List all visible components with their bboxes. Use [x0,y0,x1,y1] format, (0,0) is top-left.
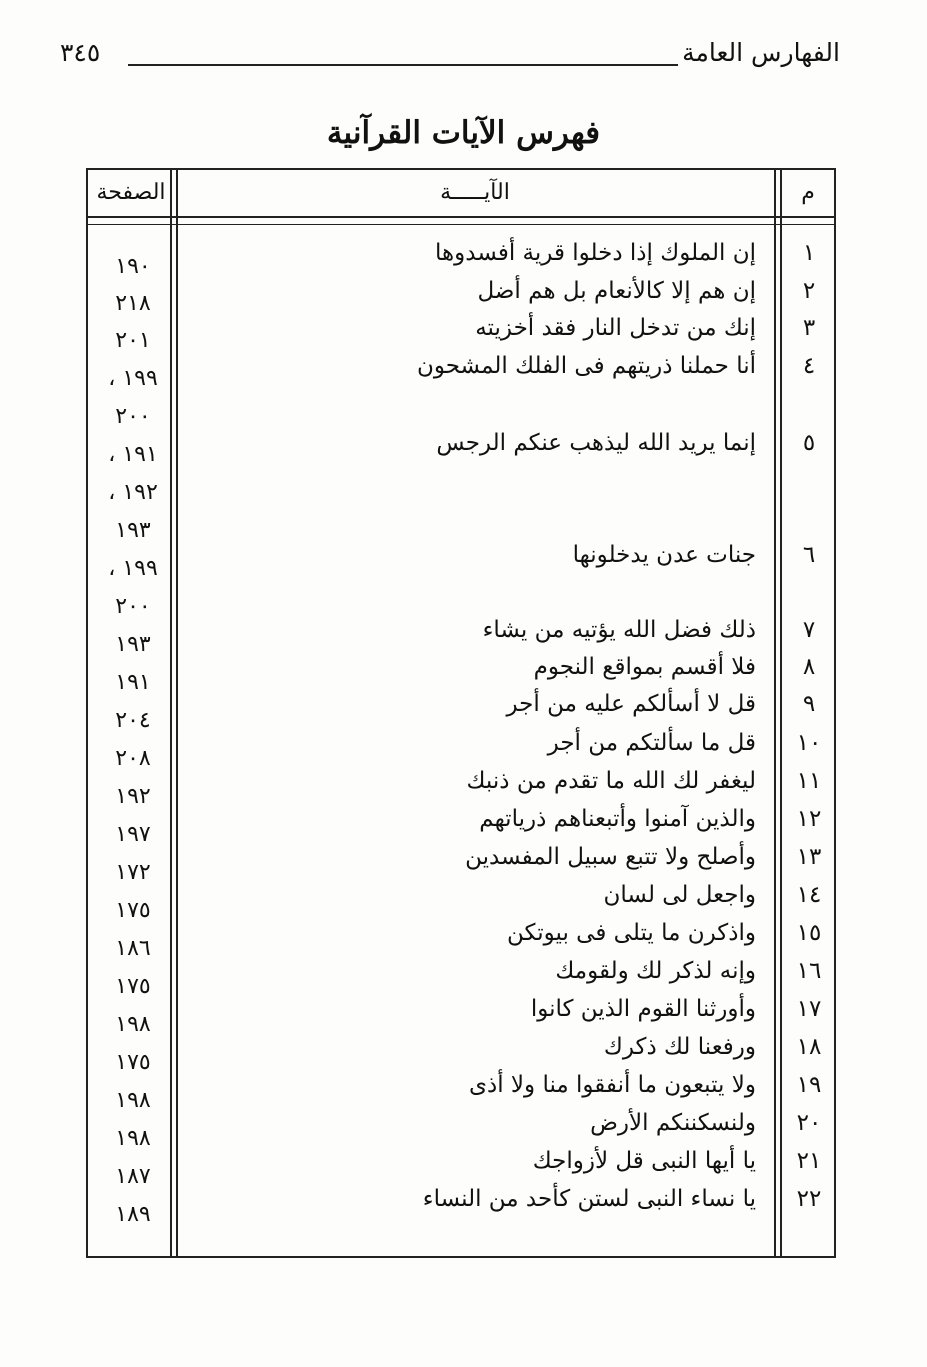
row-verse: قل ما سألتكم من أجر [547,730,756,756]
row-verse: وإنه لذكر لك ولقومك [555,958,756,984]
page-reference: ١٩٩ ، [108,556,158,581]
column-divider-page-inner [176,168,178,1258]
row-verse: ورفعنا لك ذكرك [603,1034,756,1060]
row-number: ١٦ [796,958,822,984]
row-number: ١٣ [796,844,822,870]
page-reference: ٢٠١ [115,328,151,353]
page-reference: ١٩٧ [115,822,151,847]
row-verse: قل لا أسألكم عليه من أجر [506,691,756,717]
header-rule-double [86,224,836,225]
row-number: ١٠ [796,730,822,756]
page-reference: ١٨٧ [115,1164,151,1189]
page-reference: ١٩٨ [115,1126,151,1151]
row-number: ١١ [796,768,822,794]
row-verse: جنات عدن يدخلونها [572,542,756,568]
row-number: ١٨ [796,1034,822,1060]
row-number: ٣ [802,315,816,341]
row-verse: يا نساء النبى لستن كأحد من النساء [422,1186,756,1212]
row-verse: ليغفر لك الله ما تقدم من ذنبك [466,768,756,794]
column-header-page: الصفحة [96,180,166,205]
page-reference: ١٩٣ [115,518,151,543]
row-number: ٦ [802,542,816,568]
row-verse: وأورثنا القوم الذين كانوا [530,996,756,1022]
row-verse: أنا حملنا ذريتهم فى الفلك المشحون [416,353,756,379]
row-verse: إنك من تدخل النار فقد أخزيته [475,315,756,341]
row-number: ٩ [802,691,816,717]
page-number: ٣٤٥ [60,38,101,67]
row-verse: واذكرن ما يتلى فى بيوتكن [507,920,756,946]
row-verse: ذلك فضل الله يؤتيه من يشاء [482,617,756,643]
row-verse: واجعل لى لسان [603,882,756,908]
page-reference: ١٩٩ ، [108,366,158,391]
row-number: ٧ [802,617,816,643]
index-title: فهرس الآيات القرآنية [326,115,601,151]
row-number: ١٥ [796,920,822,946]
column-divider-number [774,168,776,1258]
column-header-verse: الآيـــــة [440,180,510,205]
row-verse: والذين آمنوا وأتبعناهم ذرياتهم [479,806,756,832]
page-reference: ١٩١ [115,670,151,695]
page-reference: ١٩٠ [115,254,151,279]
page-reference: ١٩٣ [115,632,151,657]
row-number: ٤ [802,353,816,379]
row-verse: ولنسكننكم الأرض [590,1110,756,1136]
row-verse: يا أيها النبى قل لأزواجك [532,1148,756,1174]
page-reference: ١٧٢ [115,860,151,885]
row-number: ٨ [802,654,816,680]
row-number: ٢٠ [796,1110,822,1136]
page-reference: ١٨٦ [115,936,151,961]
page-reference: ٢٠٠ [115,404,151,429]
row-number: ١٧ [796,996,822,1022]
verses-index-table [86,168,836,1228]
row-verse: إن الملوك إذا دخلوا قرية أفسدوها [435,240,756,266]
page-reference: ١٩٢ [115,784,151,809]
running-head-rule [128,64,678,66]
row-number: ٢ [802,278,816,304]
row-verse: فلا أقسم بمواقع النجوم [533,654,756,680]
page-reference: ١٩١ ، [108,442,158,467]
page-reference: ١٨٩ [115,1202,151,1227]
column-divider-page [170,168,172,1258]
row-verse: إن هم إلا كالأنعام بل هم أضل [477,278,756,304]
row-number: ٥ [802,430,816,456]
row-number: ١٩ [796,1072,822,1098]
row-verse: ولا يتبعون ما أنفقوا منا ولا أذى [468,1072,756,1098]
row-number: ٢٢ [796,1186,822,1212]
page-reference: ١٩٨ [115,1088,151,1113]
page-reference: ١٧٥ [115,974,151,999]
row-number: ١٢ [796,806,822,832]
column-divider-number-inner [780,168,782,1258]
page-reference: ١٧٥ [115,898,151,923]
column-header-number: م [801,180,815,205]
page-reference: ٢١٨ [115,291,151,316]
page-reference: ١٩٨ [115,1012,151,1037]
row-verse: إنما يريد الله ليذهب عنكم الرجس [436,430,756,456]
row-number: ١ [802,240,816,266]
row-number: ١٤ [796,882,822,908]
page-reference: ١٧٥ [115,1050,151,1075]
page-reference: ٢٠٠ [115,594,151,619]
running-head-title: الفهارس العامة [682,38,840,67]
header-rule [86,216,836,218]
row-verse: وأصلح ولا تتبع سبيل المفسدين [465,844,756,870]
page-reference: ٢٠٤ [115,708,151,733]
page-reference: ٢٠٨ [115,746,151,771]
running-head [60,38,840,78]
page-reference: ١٩٢ ، [108,480,158,505]
row-number: ٢١ [796,1148,822,1174]
